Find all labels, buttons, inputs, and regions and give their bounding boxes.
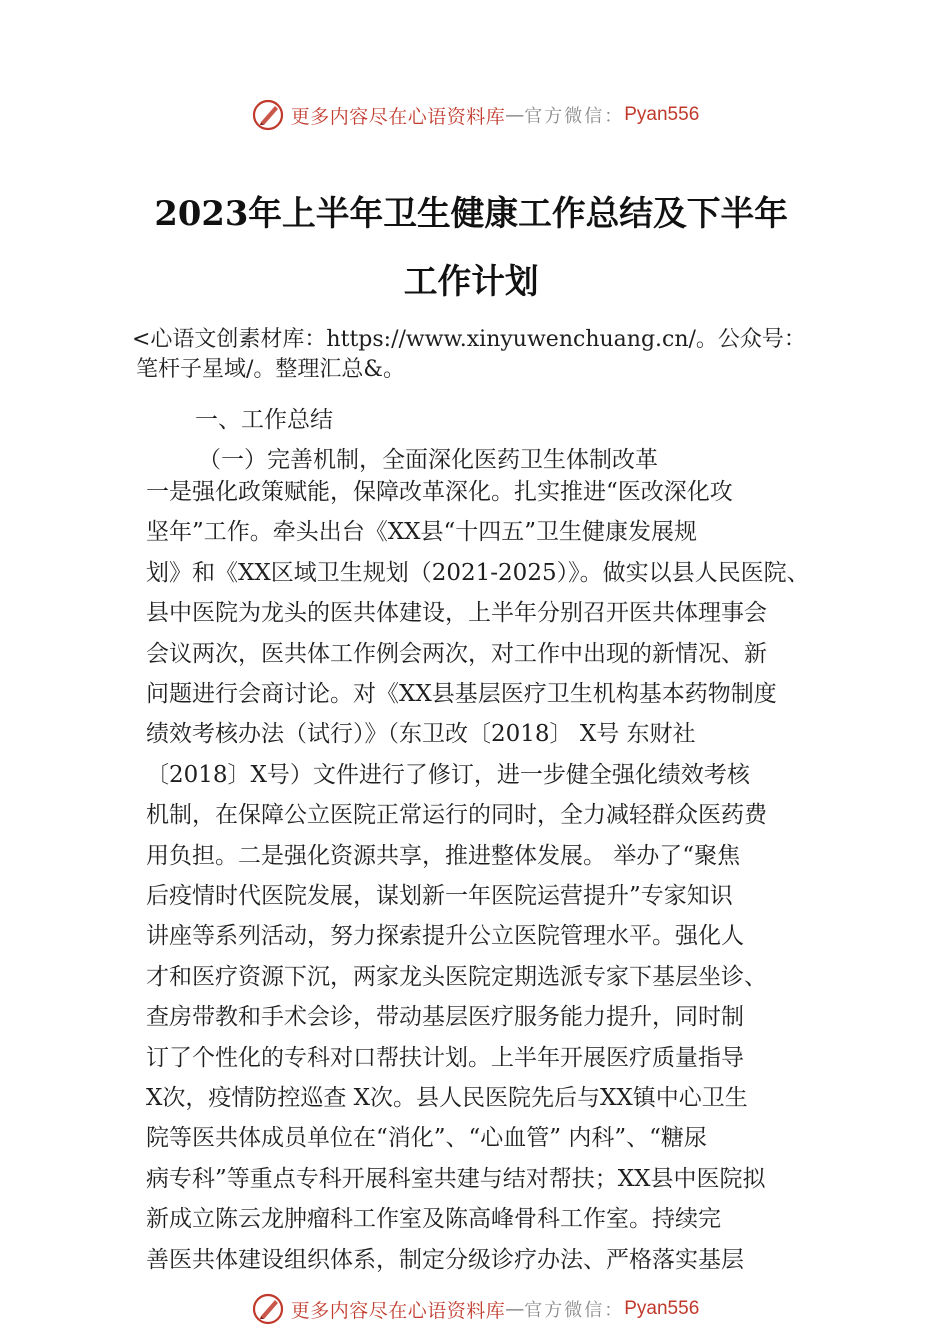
- body-line: 善医共体建设组织体系，制定分级诊疗办法、严格落实基层: [146, 1247, 744, 1273]
- body-line: 订了个性化的专科对口帮扶计划。上半年开展医疗质量指导: [146, 1045, 744, 1071]
- body-line: 〔2018〕X号）文件进行了修订，进一步健全强化绩效考核: [146, 762, 750, 788]
- section-heading: 一、工作总结: [195, 407, 333, 433]
- watermark-wechat-id: Pyan556: [624, 1298, 700, 1319]
- source-note-line-2: 笔杆子星域/。整理汇总&。: [136, 357, 405, 382]
- watermark-text: 更多内容尽在心语资料库: [290, 1299, 506, 1322]
- watermark-text: 更多内容尽在心语资料库: [290, 105, 506, 128]
- body-line: 后疫情时代医院发展，谋划新一年医院运营提升”专家知识: [146, 883, 733, 909]
- body-line: 问题进行会商讨论。对《XX县基层医疗卫生机构基本药物制度: [146, 681, 777, 707]
- body-line: 讲座等系列活动，努力探索提升公立医院管理水平。强化人: [146, 923, 744, 949]
- document-title-line-2: 工作计划: [403, 262, 539, 302]
- body-line: 划》和《XX区域卫生规划（2021-2025）》。做实以县人民医院、: [146, 560, 810, 586]
- watermark-wechat-label: 官方微信：: [524, 106, 625, 127]
- body-line: 新成立陈云龙肿瘤科工作室及陈高峰骨科工作室。持续完: [146, 1206, 721, 1232]
- watermark-wechat-id: Pyan556: [624, 104, 700, 125]
- body-line: 才和医疗资源下沉，两家龙头医院定期选派专家下基层坐诊、: [146, 964, 767, 990]
- footer-watermark: [0, 1289, 950, 1329]
- body-line: 机制，在保障公立医院正常运行的同时，全力减轻群众医药费: [146, 802, 767, 828]
- watermark-dash: —: [505, 104, 525, 126]
- body-line: 院等医共体成员单位在“消化”、“心血管” 内科”、“糖尿: [146, 1125, 707, 1151]
- body-line: X次，疫情防控巡查 X次。县人民医院先后与XX镇中心卫生: [146, 1085, 748, 1111]
- body-line: 查房带教和手术会诊，带动基层医疗服务能力提升，同时制: [146, 1004, 744, 1030]
- body-line: 用负担。二是强化资源共享，推进整体发展。 举办了“聚焦: [146, 843, 741, 869]
- body-line: 县中医院为龙头的医共体建设，上半年分别召开医共体理事会: [146, 600, 767, 626]
- body-line: 病专科”等重点专科开展科室共建与结对帮扶；XX县中医院拟: [146, 1166, 766, 1192]
- watermark-wechat-label: 官方微信：: [524, 1300, 625, 1321]
- document-title-line-1: 2023年上半年卫生健康工作总结及下半年: [154, 194, 788, 234]
- pen-logo-icon: [251, 98, 285, 132]
- subsection-heading: （一）完善机制，全面深化医药卫生体制改革: [198, 447, 658, 473]
- watermark-dash: —: [505, 1298, 525, 1320]
- body-line: 一是强化政策赋能，保障改革深化。扎实推进“医改深化攻: [146, 479, 733, 505]
- pen-logo-icon: [251, 1292, 285, 1326]
- source-note-line-1: <心语文创素材库：https://www.xinyuwenchuang.cn/。公众号：: [132, 327, 806, 352]
- body-line: 绩效考核办法（试行）》（东卫改〔2018〕 X号 东财社: [146, 721, 696, 747]
- body-line: 会议两次，医共体工作例会两次，对工作中出现的新情况、新: [146, 641, 767, 667]
- header-watermark: [0, 95, 950, 135]
- body-line: 坚年”工作。牵头出台《XX县“十四五”卫生健康发展规: [146, 519, 698, 545]
